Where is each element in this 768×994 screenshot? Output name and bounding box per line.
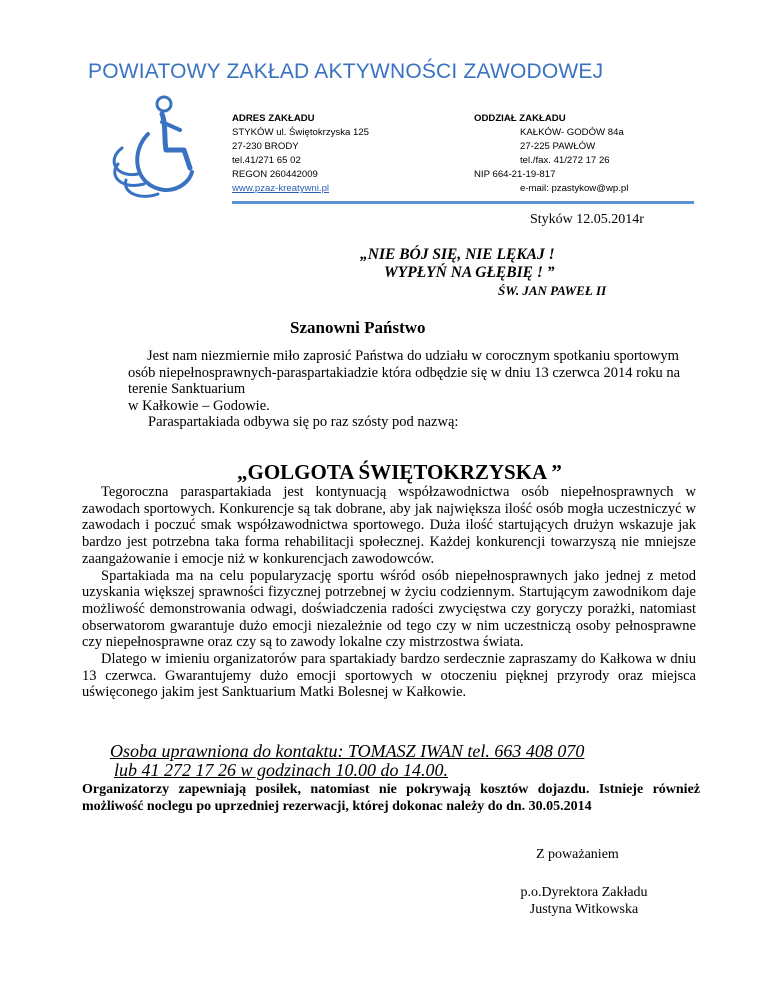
organizer-notice: Organizatorzy zapewniają posiłek, natomiast nie pokrywają kosztów dojazdu. Istnieje również możliwość noclegu po uprzedniej rezerwacji, której dokonac należy do dn. 30.05.2014 [82,782,700,814]
intro-text: Jest nam niezmiernie miło zaprosić Państwa do udziału w corocznym spotkaniu sportowym osób niepełnosprawnych-paraspartakiadzie która odbędzie się w dniu 13 czerwca 2014 roku na terenie Sanktuarium [128,348,681,397]
intro-text-continued: w Kałkowie – Godowie. [128,397,270,414]
body-paragraph-2: Spartakiada ma na celu popularyzację sportu wśród osób niepełnosprawnych jako jednej z metod uzyskania większej sprawności fizycznej potrzebnej w życiu codziennym. Startującym zawodnikom daje możliwość demonstrowania odwagi, doświadczenia radości zwycięstwa czy goryczy porażki, natomiast obserwatorom gwarantuje dużo emocji niezależnie od tego czy w nim uczestniczą osoby pełnosprawne czy niepełnosprawne oraz czy są to zawody lokalne czy mistrzostwa świata. [82,567,696,651]
organization-title: POWIATOWY ZAKŁAD AKTYWNOŚCI ZAWODOWEJ [88,60,604,83]
signature-block [504,884,664,918]
head-office-heading: ADRES ZAKŁADU [232,113,315,124]
branch-address [474,112,674,196]
head-office-address [232,112,432,196]
closing-phrase: Z poważaniem [536,847,619,862]
contact-line-2: lub 41 272 17 26 w godzinach 10.00 do 14.00. [114,760,449,780]
motto-line-2: WYPŁYŃ NA GŁĘBIĘ ! ” [384,264,555,281]
branch-postal: 27-225 PAWŁÓW [520,141,596,152]
intro-paragraph [128,348,688,431]
signer-name: Justyna Witkowska [529,902,639,917]
header-divider [232,201,694,204]
head-office-postal: 27-230 BRODY [232,141,299,152]
letter-body [82,484,696,701]
branch-nip: NIP 664-21-19-817 [474,169,556,180]
body-paragraph-1: Tegoroczna paraspartakiada jest kontynuacją współzawodnictwa osób niepełnosprawnych w zawodach sportowych. Konkurencje są tak dobrane, aby jak największa ilość osób mogła uczestniczyć w zawodach i poczuć smak współzawodnictwa sportowego. Duża ilość startujących drużyn wskazuje jak bardzo jest potrzebna taka forma rehabilitacji społecznej. Każdej konkurencji towarzyszą nie mniejsze zaangażowanie i emocje niż w konkurencjach zawodowców. [82,484,696,567]
contact-line-1: Osoba uprawniona do kontaktu: TOMASZ IWAN tel. 663 408 070 [110,741,585,761]
body-paragraph-3: Dlatego w imieniu organizatorów para spartakiady bardzo serdecznie zapraszamy do Kałkowa w dniu 13 czerwca. Gwarantujemy dużo emocji sportowych w otoczeniu pięknej przyrody oraz miejsca uświęconego jakim jest Sanktuarium Matki Bolesnej w Kałkowie. [82,651,696,701]
head-office-street: STYKÓW ul. Świętokrzyska 125 [232,127,370,138]
event-name: „GOLGOTA ŚWIĘTOKRZYSKA ” [237,460,562,484]
greeting: Szanowni Państwo [290,318,426,337]
letter-date: Styków 12.05.2014r [530,212,644,227]
branch-heading: ODDZIAŁ ZAKŁADU [474,113,566,124]
head-office-phone: tel.41/271 65 02 [232,155,301,166]
contact-info [110,742,730,780]
signer-role: p.o.Dyrektora Zakładu [520,885,648,900]
wheelchair-user-icon [108,94,208,206]
motto-author: ŚW. JAN PAWEŁ II [498,283,607,298]
website-link[interactable]: www.pzaz-kreatywni.pl [232,183,330,194]
branch-email: e-mail: pzastykow@wp.pl [520,183,629,194]
intro-event-lead: Paraspartakiada odbywa się po raz szósty pod nazwą: [148,414,459,430]
head-office-regon: REGON 260442009 [232,169,318,180]
branch-phone: tel./fax. 41/272 17 26 [520,155,610,166]
branch-street: KAŁKÓW- GODÓW 84a [520,127,624,138]
motto-line-1: „NIE BÓJ SIĘ, NIE LĘKAJ ! [360,246,555,263]
